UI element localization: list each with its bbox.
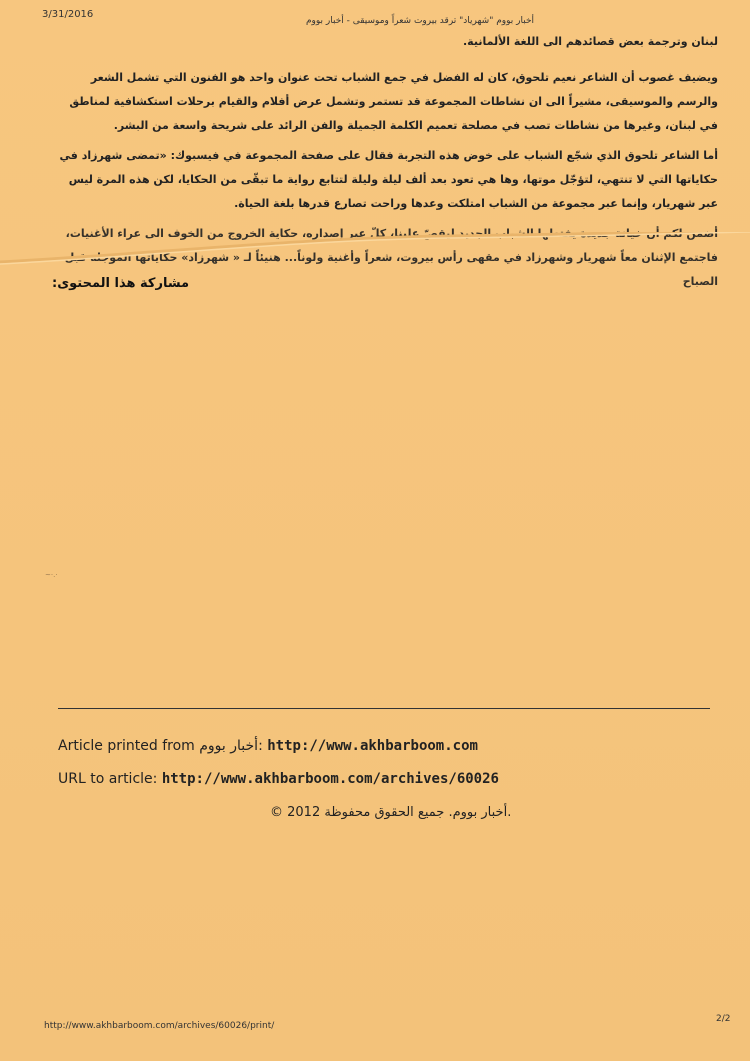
print-header-title: أخبار بووم "شهرياد" ترقد بيروت شعراً وموسيقى - أخبار بووم bbox=[305, 16, 535, 26]
printed-from-label: Article printed from أخبار بووم: bbox=[58, 738, 268, 754]
article-paragraph-4: أضمن لكم أن خيانة جديدة يفتعلها الشباب الجديد ليقصّ علينا، كلّ عبر إصداره، حكاية الخروج من الخوف الى عراء الأغنيات، فاجتمع الإثنان معاً شهريار وشهرزاد في مقهى رأس بيروت، شعراً وأغنية ولوناً... هنيئاً لـ « شهرزاد» حكاياتها المؤجلة قبل الصباح bbox=[64, 227, 718, 288]
article-url-link[interactable]: http://www.akhbarboom.com/archives/60026 bbox=[161, 771, 499, 787]
footer-divider bbox=[58, 708, 710, 709]
article-body bbox=[52, 30, 718, 300]
printed-from-link[interactable]: http://www.akhbarboom.com bbox=[267, 738, 478, 754]
copyright-notice: © 2012 أخبار بووم. جميع الحقوق محفوظة. bbox=[270, 805, 512, 820]
article-printed-from bbox=[58, 738, 718, 754]
article-url-line bbox=[58, 771, 718, 787]
article-paragraph-2: ويضيف غصوب أن الشاعر نعيم تلحوق، كان له الفضل في جمع الشباب تحت عنوان واحد هو الفنون التي تشمل الشعر والرسم والموسيقى، مشيراً الى ان نشاطات المجموعة قد تستمر وتشمل عرض أفلام والقيام برحلات استكشافية لمناطق في لبنان، وغيرها من نشاطات تصب في مصلحة تعميم الكلمة الجميلة والفن الرائد على شريحة واسعة من البشر. bbox=[69, 71, 718, 132]
article-paragraph-1: لبنان وترجمة بعض قصائدهم الى اللغة الألمانية. bbox=[462, 35, 718, 48]
page-number: 2/2 bbox=[716, 1014, 731, 1024]
article-paragraph-3: أما الشاعر تلحوق الذي شجّع الشباب على خوض هذه التجربة فقال على صفحة المجموعة في فيسبوك: «تمضى شهرزاد في حكاياتها التي لا تنتهي، لتؤجّل موتها، وها هي تعود بعد ألف ليلة وليلة لتتابع رواية ما تبقّى من الحكايا، لكن هذه المرة ليس عبر شهريار، وإنما عبر مجموعة من الشباب امتلكت وعدها وراحت تصارع قدرها بلغة الحياة. bbox=[59, 149, 718, 210]
share-content-label: مشاركة هذا المحتوى: bbox=[52, 276, 190, 291]
url-label: URL to article: bbox=[58, 771, 162, 787]
print-date: 3/31/2016 bbox=[42, 9, 94, 20]
scan-speck: ~·.· bbox=[45, 571, 58, 579]
page-footer-url: http://www.akhbarboom.com/archives/60026/print/ bbox=[44, 1021, 275, 1031]
